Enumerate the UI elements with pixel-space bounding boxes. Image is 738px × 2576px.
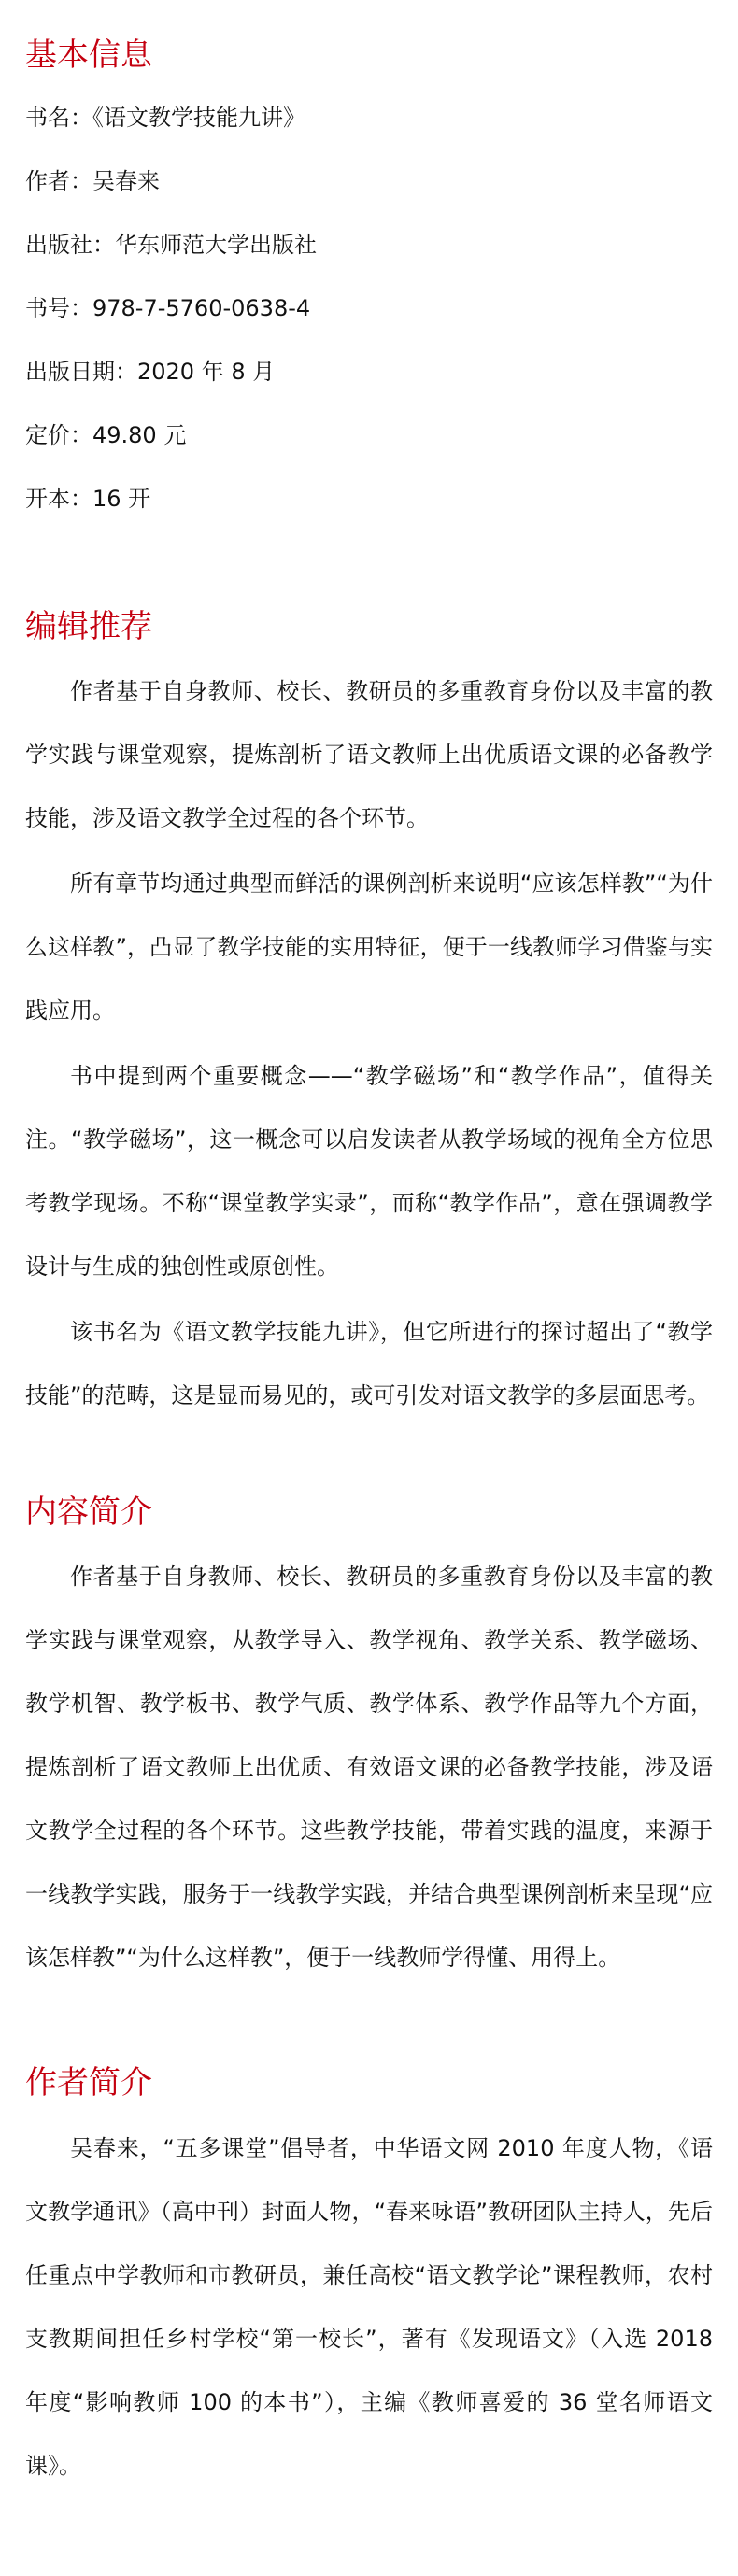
editor-recommendation-body	[25, 659, 713, 1429]
editor-recommendation-paragraph: 该书名为《语文教学技能九讲》，但它所进行的探讨超出了“教学技能”的范畴，这是显而易见的，或可引发对语文教学的多层面思考。	[25, 1319, 713, 1408]
content-summary-heading: 内容简介	[25, 1493, 152, 1531]
editor-recommendation-paragraph: 书中提到两个重要概念——“教学磁场”和“教学作品”，值得关注。“教学磁场”，这一概念可以启发读者从教学场域的视角全方位思考教学现场。不称“课堂教学实录”，而称“教学作品”，意在强调教学设计与生成的独创性或原创性。	[25, 1063, 713, 1280]
content-summary-paragraph: 作者基于自身教师、校长、教研员的多重教育身份以及丰富的教学实践与课堂观察，从教学导入、教学视角、教学关系、教学磁场、教学机智、教学板书、教学气质、教学体系、教学作品等九个方面，提炼剖析了语文教师上出优质、有效语文课的必备教学技能，涉及语文教学全过程的各个环节。这些教学技能，带着实践的温度，来源于一线教学实践，服务于一线教学实践，并结合典型课例剖析来呈现“应该怎样教”“为什么这样教”，便于一线教师学得懂、用得上。	[25, 1564, 713, 1971]
publish-date-line: 出版日期：2020 年 8 月	[25, 359, 276, 385]
publisher-line: 出版社：华东师范大学出版社	[25, 232, 317, 258]
author-line: 作者：吴春来	[25, 168, 160, 194]
editor-recommendation-heading: 编辑推荐	[25, 608, 152, 645]
content-summary-body	[25, 1545, 713, 1991]
price-line: 定价：49.80 元	[25, 422, 187, 448]
author-intro-body	[25, 2116, 713, 2499]
basic-info-heading: 基本信息	[25, 36, 152, 74]
format-line: 开本：16 开	[25, 486, 151, 512]
book-title-line: 书名：《语文教学技能九讲》	[25, 105, 305, 131]
isbn-line: 书号：978-7-5760-0638-4	[25, 295, 311, 321]
editor-recommendation-paragraph: 作者基于自身教师、校长、教研员的多重教育身份以及丰富的教学实践与课堂观察，提炼剖析了语文教师上出优质语文课的必备教学技能，涉及语文教学全过程的各个环节。	[25, 678, 713, 831]
author-intro-paragraph: 吴春来，“五多课堂”倡导者，中华语文网 2010 年度人物，《语文教学通讯》（高中刊）封面人物，“春来咏语”教研团队主持人，先后任重点中学教师和市教研员，兼任高校“语文教学论”课程教师，农村支教期间担任乡村学校“第一校长”，著有《发现语文》（入选 2018 年度“影响教师 100 的本书”），主编《教师喜爱的 36 堂名师语文课》。	[25, 2135, 713, 2479]
editor-recommendation-paragraph: 所有章节均通过典型而鲜活的课例剖析来说明“应该怎样教”“为什么这样教”，凸显了教学技能的实用特征，便于一线教师学习借鉴与实践应用。	[25, 870, 713, 1024]
author-intro-heading: 作者简介	[25, 2064, 152, 2102]
